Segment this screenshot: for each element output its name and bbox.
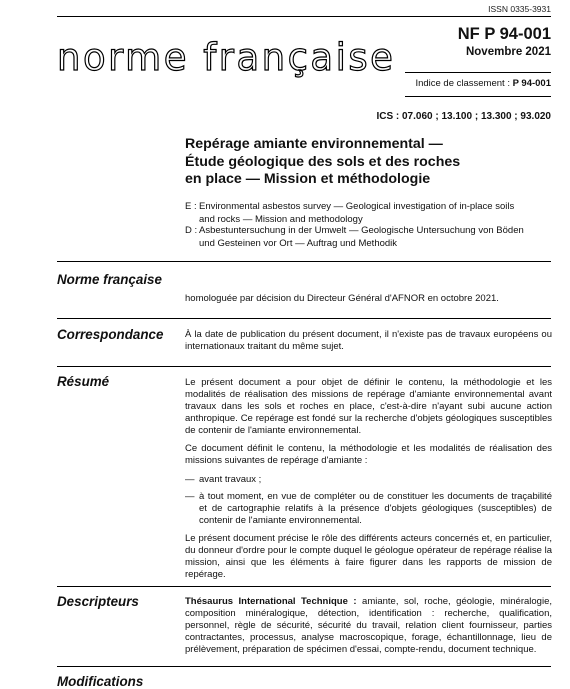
language-key: D :	[185, 225, 198, 236]
heading-norme-francaise: Norme française	[57, 272, 162, 287]
section-rule	[57, 586, 551, 587]
english-title	[185, 201, 551, 226]
standard-reference: NF P 94-001	[457, 25, 551, 43]
resume-paragraph: Le présent document précise le rôle des différents acteurs concernés et, en particulier, du donneur d'ordre pour le compte duquel le géologue opérateur de repérage réalise la mission, ainsi que les éléments à faire figurer dans les rapports de mission de repérage.	[185, 533, 552, 580]
descripteurs-keywords: amiante, sol, roche, géologie, minéralogie, composition minéralogique, détection, identification : recherche, qualification, personnel, règle de sécurité, sécurité du travail, relation client fournisseur, parties contractantes, processus, analyse macroscopique, forage, échantillonnage, lieu de prélèvement, préparation de spécimen d'essai, compte-rendu, document technique.	[185, 596, 552, 655]
thesaurus-label: Thésaurus International Technique :	[185, 596, 357, 607]
indice-label: Indice de classement :	[415, 78, 510, 89]
list-item	[185, 474, 552, 486]
homologation-text: homologuée par décision du Directeur Général d'AFNOR en octobre 2021.	[185, 293, 499, 304]
list-item-text: à tout moment, en vue de compléter ou de constituer les documents de traçabilité et de cartographie relatifs à la présence d'objets géologiques (susceptibles) de contenir de l'amiante environnemental.	[199, 491, 552, 526]
heading-modifications: Modifications	[57, 674, 144, 689]
indice-rule	[405, 96, 551, 97]
title-line: en place — Mission et méthodologie	[185, 171, 431, 187]
translation-text: and rocks — Mission and methodology	[199, 213, 363, 225]
header-rule	[405, 72, 551, 73]
norme-francaise-brand: norme française	[57, 36, 396, 79]
list-item	[185, 491, 552, 527]
issn-number: ISSN 0335-3931	[488, 4, 551, 14]
descripteurs-text	[185, 596, 552, 656]
heading-descripteurs: Descripteurs	[57, 594, 139, 609]
resume-paragraph: Ce document définit le contenu, la méthodologie et les modalités de réalisation des missions suivantes de repérage d'amiante :	[185, 443, 552, 466]
list-item-text: avant travaux ;	[199, 474, 262, 485]
heading-correspondance: Correspondance	[57, 327, 164, 342]
classification-index	[415, 78, 551, 89]
top-rule	[57, 16, 551, 17]
resume-paragraph: Le présent document a pour objet de définir le contenu, la méthodologie et les modalités de réalisation des missions de repérage d'amiante environnemental avant travaux dans les sols et roches en place, c'est-à-dire n'ayant subi aucune action anthropique. Ce repérage est fondé sur la recherche d'objets géologiques susceptibles de contenir de l'amiante environnemental.	[185, 377, 552, 436]
language-key: E :	[185, 201, 197, 212]
indice-value: P 94-001	[512, 78, 551, 89]
publication-date: Novembre 2021	[465, 46, 551, 58]
section-rule	[57, 318, 551, 319]
correspondance-text: À la date de publication du présent document, il n'existe pas de travaux européens ou internationaux traitant du même sujet.	[185, 329, 552, 352]
section-rule	[57, 666, 551, 667]
document-title	[185, 136, 535, 189]
translation-text: Environmental asbestos survey — Geological investigation of in-place soils	[199, 201, 515, 212]
ics-codes: ICS : 07.060 ; 13.100 ; 13.300 ; 93.020	[376, 111, 551, 122]
german-title	[185, 225, 551, 250]
section-rule	[57, 261, 551, 262]
title-line: Repérage amiante environnemental —	[185, 136, 443, 152]
translation-text: und Gesteinen vor Ort — Auftrag und Methodik	[199, 237, 398, 249]
dash-bullet: —	[185, 491, 195, 502]
heading-resume: Résumé	[57, 374, 110, 389]
translation-text: Asbestuntersuchung in der Umwelt — Geologische Untersuchung von Böden	[199, 225, 524, 236]
section-rule	[57, 366, 551, 367]
title-line: Étude géologique des sols et des roches	[185, 153, 461, 170]
dash-bullet: —	[185, 474, 195, 485]
